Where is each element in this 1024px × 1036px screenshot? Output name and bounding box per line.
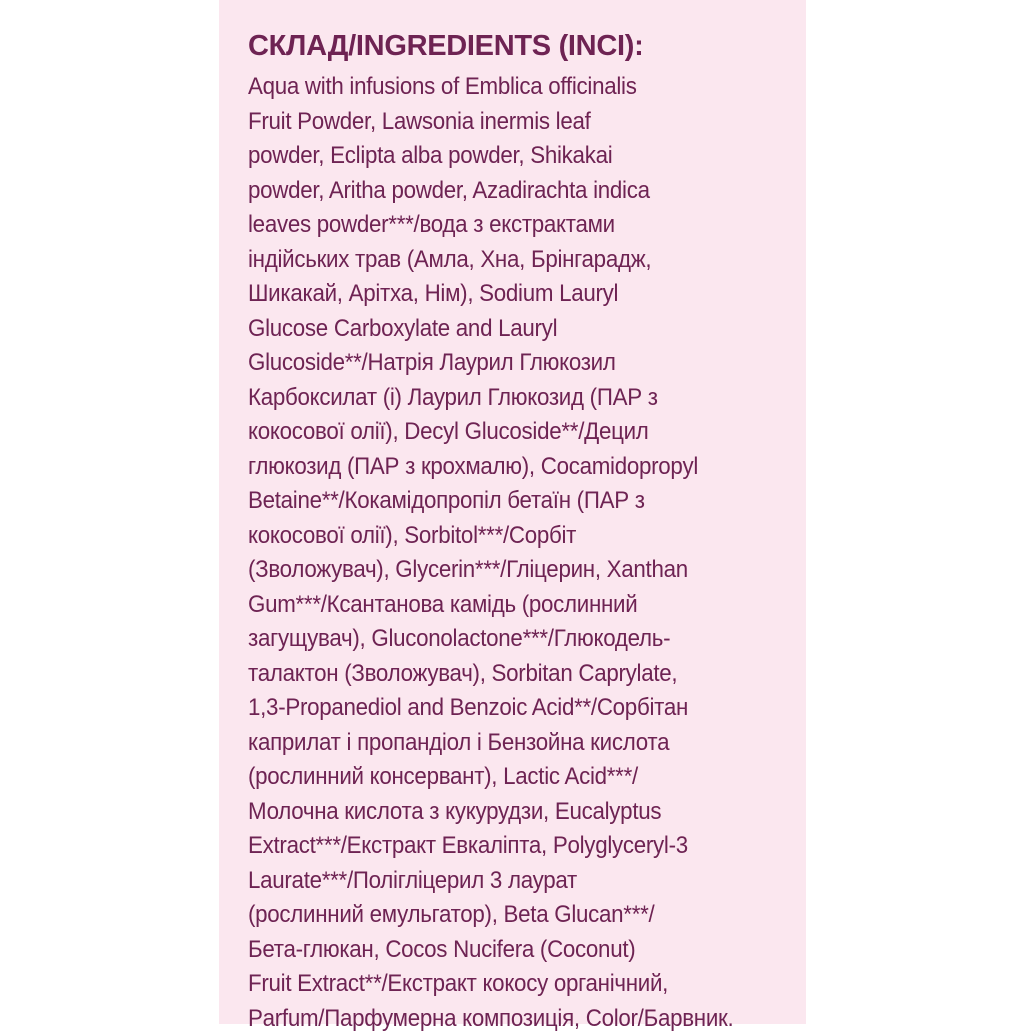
ingredients-text [248,70,770,1036]
ingredients-line: Glucose Carboxylate and Lauryl [248,312,733,347]
ingredients-line: powder, Aritha powder, Azadirachta indica [248,174,733,209]
ingredients-heading: СКЛАД/INGREDIENTS (INCI): [248,28,643,64]
ingredients-line: загущувач), Gluconolactone***/Глюкодель- [248,622,733,657]
ingredients-line: Glucoside**/Натрія Лаурил Глюкозил [248,346,733,381]
ingredients-line: Молочна кислота з кукурудзи, Eucalyptus [248,795,733,830]
ingredients-line: Шикакай, Арітха, Нім), Sodium Lauryl [248,277,733,312]
ingredients-line: індійських трав (Амла, Хна, Брінгарадж, [248,243,733,278]
ingredients-label [219,0,806,1024]
ingredients-line: кокосової олії), Sorbitol***/Сорбіт [248,519,733,554]
ingredients-line: Карбоксилат (і) Лаурил Глюкозид (ПАР з [248,381,733,416]
ingredients-line: Laurate***/Полігліцерил 3 лаурат [248,864,733,899]
ingredients-line: Бета-глюкан, Cocos Nucifera (Coconut) [248,933,733,968]
ingredients-line: 1,3-Propanediol and Benzoic Acid**/Сорбітан [248,691,733,726]
ingredients-line: глюкозид (ПАР з крохмалю), Cocamidopropyl [248,450,733,485]
ingredients-line: Gum***/Ксантанова камідь (рослинний [248,588,733,623]
ingredients-line: каприлат і пропандіол і Бензойна кислота [248,726,733,761]
ingredients-line: powder, Eclipta alba powder, Shikakai [248,139,733,174]
ingredients-line: Parfum/Парфумерна композиція, Color/Барвник. [248,1002,733,1036]
ingredients-line: талактон (Зволожувач), Sorbitan Caprylate, [248,657,733,692]
ingredients-line: (Зволожувач), Glycerin***/Гліцерин, Xanthan [248,553,733,588]
ingredients-line: Extract***/Екстракт Евкаліпта, Polyglyceryl-3 [248,829,733,864]
ingredients-line: Fruit Powder, Lawsonia inermis leaf [248,105,733,140]
ingredients-line: Fruit Extract**/Екстракт кокосу органічний, [248,967,733,1002]
ingredients-line: (рослинний емульгатор), Beta Glucan***/ [248,898,733,933]
ingredients-line: leaves powder***/вода з екстрактами [248,208,733,243]
ingredients-line: кокосової олії), Decyl Glucoside**/Децил [248,415,733,450]
ingredients-line: Betaine**/Кокамідопропіл бетаїн (ПАР з [248,484,733,519]
ingredients-line: (рослинний консервант), Lactic Acid***/ [248,760,733,795]
ingredients-line: Aqua with infusions of Emblica officinalis [248,70,733,105]
